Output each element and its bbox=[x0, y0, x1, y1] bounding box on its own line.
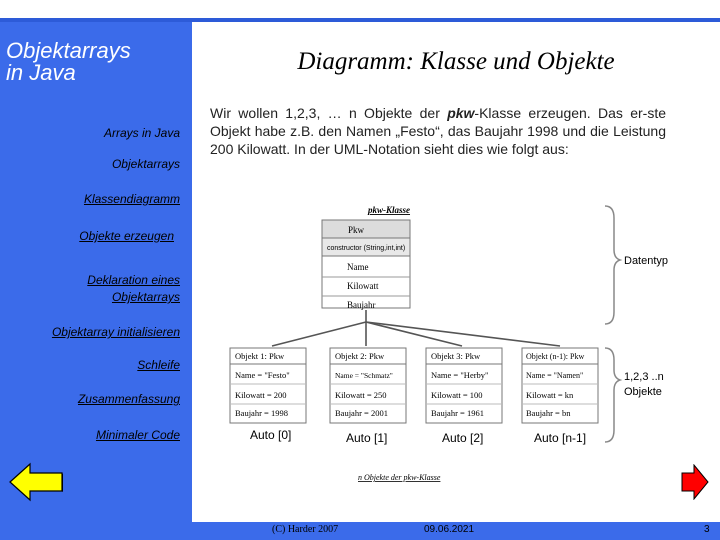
footer-copyright: (C) Harder 2007 bbox=[272, 524, 339, 535]
uml-diagram bbox=[200, 198, 680, 488]
object-1-kilowatt: Kilowatt = 200 bbox=[235, 390, 287, 400]
nav-deklaration-line1[interactable]: Deklaration eines bbox=[87, 273, 180, 287]
footer-page-number: 3 bbox=[704, 524, 710, 535]
objects-label-line2: Objekte bbox=[624, 386, 662, 398]
object-3-baujahr: Baujahr = 1961 bbox=[431, 408, 484, 418]
slide-title: Diagramm: Klasse und Objekte bbox=[297, 48, 615, 75]
sidebar-title bbox=[6, 40, 186, 84]
object-3-auto: Auto [2] bbox=[442, 431, 484, 445]
attr-name: Name bbox=[347, 262, 369, 272]
class-name: Pkw bbox=[348, 225, 365, 235]
object-box-3 bbox=[426, 348, 502, 445]
slide-paragraph bbox=[210, 104, 666, 158]
object-3-header: Objekt 3: Pkw bbox=[431, 351, 481, 361]
object-4-name: Name = "Namen" bbox=[526, 371, 584, 380]
nav-objektarrays[interactable]: Objektarrays bbox=[111, 157, 180, 171]
datentyp-bracket bbox=[605, 206, 620, 324]
sidebar-title-line2: in Java bbox=[6, 60, 76, 85]
paragraph-post: -Klasse erzeugen. Das er-ste Objekt habe z.B. den Namen „Festo“, das Baujahr 1998 und die Leistung 200 Kilowatt. In der UML-Notation sieht dies wie folgt aus: bbox=[210, 105, 666, 157]
object-2-kilowatt: Kilowatt = 250 bbox=[335, 390, 387, 400]
object-1-baujahr: Baujahr = 1998 bbox=[235, 408, 288, 418]
back-arrow-icon[interactable] bbox=[8, 462, 64, 502]
nav-objektarray-initialisieren[interactable]: Objektarray initialisieren bbox=[51, 325, 180, 339]
object-box-4 bbox=[522, 348, 598, 445]
forward-arrow-icon[interactable] bbox=[680, 464, 710, 500]
nav-zusammenfassung[interactable]: Zusammenfassung bbox=[77, 392, 180, 406]
datentyp-label: Datentyp bbox=[624, 255, 669, 267]
object-4-kilowatt: Kilowatt = kn bbox=[526, 390, 574, 400]
sidebar-title-line1: Objektarrays bbox=[6, 38, 131, 63]
footer-date: 09.06.2021 bbox=[424, 524, 475, 535]
nav-deklaration-line2[interactable]: Objektarrays bbox=[111, 290, 180, 304]
paragraph-bold: pkw bbox=[447, 105, 475, 121]
object-2-name: Name = "Schmatz" bbox=[335, 371, 393, 380]
constructor-text: constructor (String,int,int) bbox=[327, 245, 406, 252]
object-1-header: Objekt 1: Pkw bbox=[235, 351, 285, 361]
object-1-auto: Auto [0] bbox=[250, 428, 292, 442]
objects-label-line1: 1,2,3 ..n bbox=[624, 371, 664, 383]
object-2-header: Objekt 2: Pkw bbox=[335, 351, 385, 361]
object-3-name: Name = "Herby" bbox=[431, 370, 489, 380]
object-4-baujahr: Baujahr = bn bbox=[526, 408, 571, 418]
attr-kilowatt: Kilowatt bbox=[347, 281, 379, 291]
nav-schleife[interactable]: Schleife bbox=[137, 358, 180, 372]
object-1-name: Name = "Festo" bbox=[235, 370, 290, 380]
attr-baujahr: Baujahr bbox=[347, 300, 376, 310]
class-title: pkw-Klasse bbox=[368, 205, 411, 215]
nav-arrays-in-java[interactable]: Arrays in Java bbox=[103, 126, 180, 140]
top-bar bbox=[0, 0, 720, 18]
paragraph-pre: Wir wollen 1,2,3, … n Objekte der bbox=[210, 105, 448, 121]
object-box-2 bbox=[330, 348, 406, 445]
object-3-kilowatt: Kilowatt = 100 bbox=[431, 390, 483, 400]
object-2-auto: Auto [1] bbox=[346, 431, 388, 445]
class-name-cell bbox=[322, 220, 410, 238]
object-4-auto: Auto [n-1] bbox=[534, 431, 587, 445]
object-2-baujahr: Baujahr = 2001 bbox=[335, 408, 388, 418]
bottom-caption: n Objekte der pkw-Klasse bbox=[358, 473, 441, 482]
nav-klassendiagramm[interactable]: Klassendiagramm bbox=[83, 192, 180, 206]
objects-bracket bbox=[605, 348, 620, 442]
object-box-1 bbox=[230, 348, 306, 442]
nav-objekte-erzeugen[interactable]: Objekte erzeugen bbox=[79, 229, 174, 243]
nav-minimaler-code[interactable]: Minimaler Code bbox=[95, 428, 180, 442]
object-4-header: Objekt (n-1): Pkw bbox=[526, 352, 585, 361]
